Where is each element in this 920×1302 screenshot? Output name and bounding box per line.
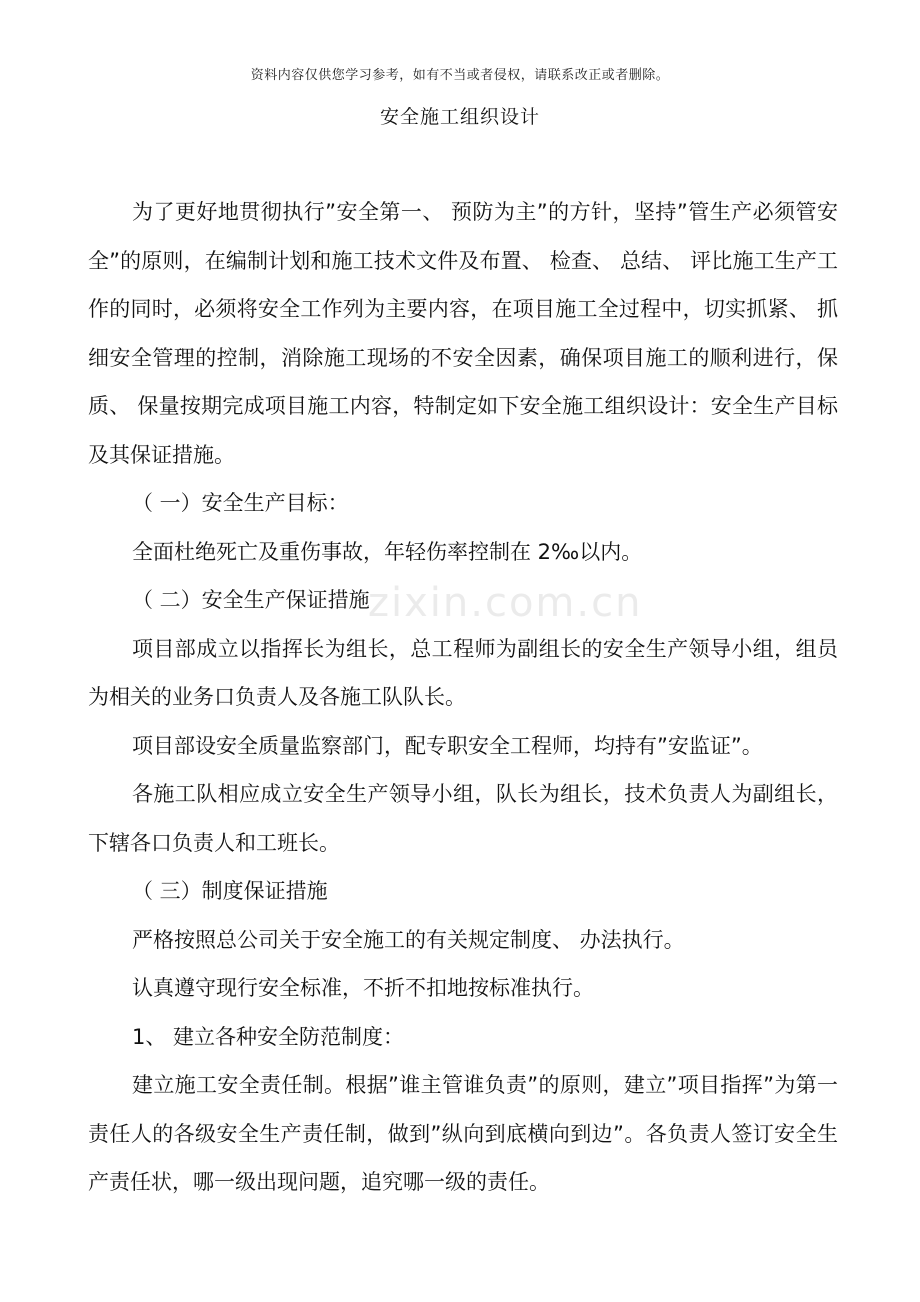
intro-paragraph: 为了更好地贯彻执行”安全第一、 预防为主”的方针，坚持”管生产必须管安全”的原则，在编制计划和施工技术文件及布置、 检查、 总结、 评比施工生产工作的同时，必须将安全工作列为主要内容，在项目施工全过程中，切实抓紧、 抓细安全管理的控制，消除施工现场的不安全因素，确保项目施工的顺利进行，保质、 保量按期完成项目施工内容，特制定如下安全施工组织设计：安全生产目标及其保证措施。 (88, 200, 838, 467)
header-disclaimer: 资料内容仅供您学习参考，如有不当或者侵权，请联系改正或者删除。 (250, 68, 670, 83)
body-paragraph: 建立施工安全责任制。根据”谁主管谁负责”的原则，建立”项目指挥”为第一责任人的各级安全生产责任制，做到”纵向到底横向到边”。各负责人签订安全生产责任状，哪一级出现问题，追究哪一级的责任。 (88, 1073, 838, 1194)
document-title: 安全施工组织设计 (379, 106, 540, 128)
document-body (88, 188, 838, 1207)
body-paragraph: 严格按照总公司关于安全施工的有关规定制度、 办法执行。 (132, 927, 685, 952)
subsection-heading-1: 1、 建立各种安全防范制度： (132, 1024, 405, 1049)
watermark: zixin.com.cn (368, 580, 643, 626)
body-paragraph: 全面杜绝死亡及重伤事故，年轻伤率控制在 2‰以内。 (132, 539, 643, 564)
body-paragraph: 项目部成立以指挥长为组长，总工程师为副组长的安全生产领导小组，组员为相关的业务口负责人及各施工队队长。 (88, 636, 838, 709)
body-paragraph: 各施工队相应成立安全生产领导小组，队长为组长，技术负责人为副组长，下辖各口负责人和工班长。 (88, 782, 838, 855)
section-heading-1: （ 一）安全生产目标： (132, 491, 349, 515)
body-paragraph: 认真遵守现行安全标准，不折不扣地按标准执行。 (132, 976, 594, 1000)
section-heading-3: （ 三）制度保证措施 (132, 879, 328, 903)
section-heading-2: （ 二）安全生产保证措施 (132, 588, 370, 612)
body-paragraph: 项目部设安全质量监察部门，配专职安全工程师，均持有”安监证”。 (132, 733, 763, 758)
